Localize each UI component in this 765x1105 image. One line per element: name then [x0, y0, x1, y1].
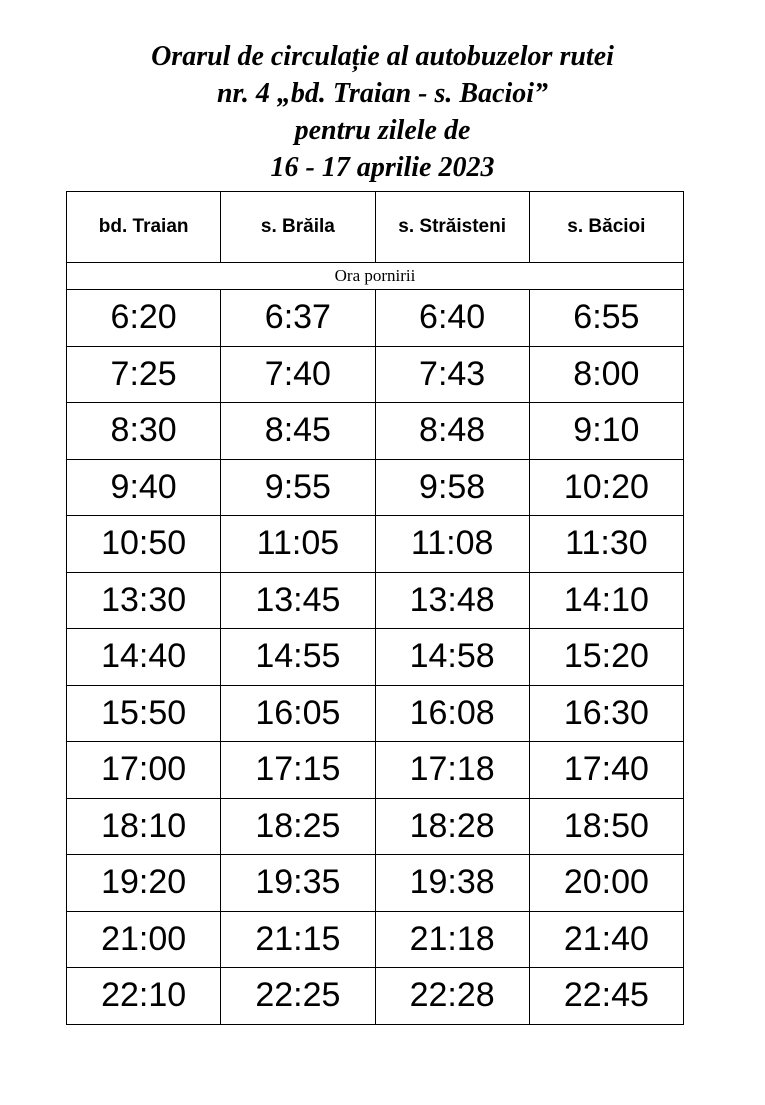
- table-row: [67, 742, 684, 799]
- table-row: [67, 798, 684, 855]
- schedule-body: [67, 290, 684, 1025]
- column-header-s-bacioi: s. Băcioi: [529, 192, 683, 263]
- schedule-title: [0, 38, 765, 186]
- column-header-bd-traian: bd. Traian: [67, 192, 221, 263]
- time-cell: 17:40: [529, 742, 683, 799]
- time-cell: 21:00: [67, 911, 221, 968]
- time-cell: 7:40: [221, 346, 375, 403]
- time-cell: 20:00: [529, 855, 683, 912]
- title-line-4: 16 - 17 aprilie 2023: [270, 152, 495, 183]
- table-row: [67, 459, 684, 516]
- time-cell: 8:45: [221, 403, 375, 460]
- title-line-3: pentru zilele de: [294, 115, 471, 146]
- time-cell: 8:30: [67, 403, 221, 460]
- time-cell: 7:43: [375, 346, 529, 403]
- table-row: [67, 346, 684, 403]
- table-row: [67, 855, 684, 912]
- time-cell: 21:15: [221, 911, 375, 968]
- time-cell: 18:50: [529, 798, 683, 855]
- title-line-1: Orarul de circulație al autobuzelor rutei: [151, 41, 614, 72]
- time-cell: 9:40: [67, 459, 221, 516]
- time-cell: 22:25: [221, 968, 375, 1025]
- time-cell: 17:18: [375, 742, 529, 799]
- table-row: [67, 572, 684, 629]
- time-cell: 21:40: [529, 911, 683, 968]
- time-cell: 16:30: [529, 685, 683, 742]
- time-cell: 17:15: [221, 742, 375, 799]
- time-cell: 13:30: [67, 572, 221, 629]
- time-cell: 11:30: [529, 516, 683, 573]
- time-cell: 18:10: [67, 798, 221, 855]
- column-header-s-braila: s. Brăila: [221, 192, 375, 263]
- time-cell: 9:10: [529, 403, 683, 460]
- table-row: [67, 290, 684, 347]
- time-cell: 21:18: [375, 911, 529, 968]
- time-cell: 16:05: [221, 685, 375, 742]
- time-cell: 11:08: [375, 516, 529, 573]
- time-cell: 6:55: [529, 290, 683, 347]
- table-row: [67, 629, 684, 686]
- time-cell: 16:08: [375, 685, 529, 742]
- time-cell: 13:45: [221, 572, 375, 629]
- time-cell: 8:00: [529, 346, 683, 403]
- time-cell: 17:00: [67, 742, 221, 799]
- time-cell: 6:37: [221, 290, 375, 347]
- departure-time-subheader: Ora pornirii: [67, 263, 684, 290]
- title-line-2: nr. 4 „bd. Traian - s. Bacioi”: [216, 78, 549, 109]
- table-row: [67, 403, 684, 460]
- time-cell: 9:55: [221, 459, 375, 516]
- time-cell: 9:58: [375, 459, 529, 516]
- time-cell: 10:50: [67, 516, 221, 573]
- table-row: [67, 685, 684, 742]
- column-header-row: [67, 192, 684, 263]
- table-row: [67, 516, 684, 573]
- table-row: [67, 911, 684, 968]
- time-cell: 18:25: [221, 798, 375, 855]
- time-cell: 22:10: [67, 968, 221, 1025]
- time-cell: 14:10: [529, 572, 683, 629]
- time-cell: 19:35: [221, 855, 375, 912]
- time-cell: 14:58: [375, 629, 529, 686]
- time-cell: 11:05: [221, 516, 375, 573]
- time-cell: 6:20: [67, 290, 221, 347]
- time-cell: 22:28: [375, 968, 529, 1025]
- time-cell: 15:50: [67, 685, 221, 742]
- time-cell: 19:38: [375, 855, 529, 912]
- time-cell: 18:28: [375, 798, 529, 855]
- time-cell: 14:55: [221, 629, 375, 686]
- time-cell: 22:45: [529, 968, 683, 1025]
- time-cell: 7:25: [67, 346, 221, 403]
- subheader-row: [67, 263, 684, 290]
- time-cell: 8:48: [375, 403, 529, 460]
- time-cell: 10:20: [529, 459, 683, 516]
- schedule-table: [66, 191, 684, 1025]
- time-cell: 19:20: [67, 855, 221, 912]
- time-cell: 6:40: [375, 290, 529, 347]
- time-cell: 15:20: [529, 629, 683, 686]
- column-header-s-straisteni: s. Străisteni: [375, 192, 529, 263]
- time-cell: 14:40: [67, 629, 221, 686]
- time-cell: 13:48: [375, 572, 529, 629]
- table-row: [67, 968, 684, 1025]
